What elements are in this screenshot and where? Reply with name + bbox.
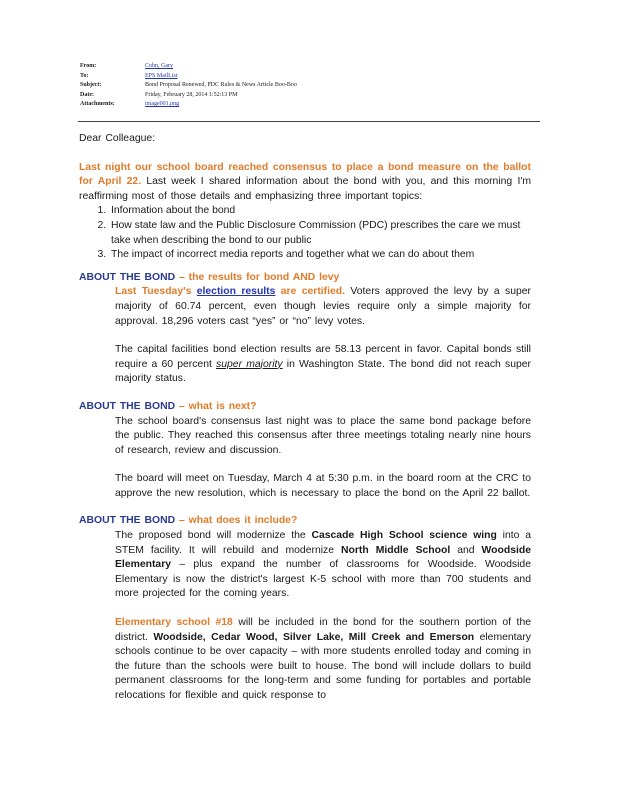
attachments-row bbox=[80, 100, 540, 110]
header-divider bbox=[78, 121, 540, 122]
to-value[interactable]: EPS MailList bbox=[145, 72, 178, 79]
inc-school-18: Elementary school #18 bbox=[115, 617, 233, 629]
from-label: From: bbox=[80, 63, 97, 69]
intro-paragraph bbox=[79, 161, 531, 205]
heading-topic: – what is next? bbox=[175, 400, 257, 412]
results-paragraph-1 bbox=[115, 285, 531, 329]
heading-about: ABOUT THE BOND bbox=[79, 400, 176, 412]
inc-c: into a STEM facility. It will rebuild and modernize bbox=[115, 530, 531, 556]
list-item: 1. Information about the bond bbox=[109, 204, 531, 219]
inc-e: – plus expand the number of classrooms for Woodside. Woodside Elementary is now the district's largest K-5 school with more than 700 students and more projected for the coming years. bbox=[115, 559, 531, 600]
subject-value: Bond Proposal Renewed, PDC Rules & News Article Boo-Boo bbox=[145, 82, 297, 89]
include-paragraph-2 bbox=[115, 616, 531, 704]
date-label: Date: bbox=[80, 91, 94, 98]
inc-a: The proposed bond will modernize the bbox=[115, 530, 312, 542]
inc-north: North Middle School bbox=[341, 544, 451, 556]
attachment-link[interactable]: image001.png bbox=[145, 101, 180, 108]
section-heading-next bbox=[79, 400, 531, 415]
list-item: 2. How state law and the Public Disclosure Commission (PDC) prescribes the care we must take when describing the bond to our public bbox=[109, 219, 531, 248]
next-paragraph-1: The school board's consensus last night was to place the same bond package before the public. They reached this consensus after three meetings totaling nearly nine hours of research, review and discussion. bbox=[115, 415, 531, 456]
inc-p2-a: will be included in the bond for the southern portion of the district. bbox=[115, 617, 531, 643]
next-paragraph-2: The board will meet on Tuesday, March 4 at 5:30 p.m. in the board room at the CRC to approve the new resolution, which is necessary to place the bond on the April 22 ballot. bbox=[115, 473, 531, 499]
intro-lead: Last night our school board reached consensus to place a bond measure on the ballot for April 22. bbox=[79, 161, 531, 188]
from-value[interactable]: Cohn, Gary bbox=[145, 63, 173, 69]
heading-about: ABOUT THE BOND bbox=[79, 515, 176, 527]
inc-d: and bbox=[450, 544, 482, 556]
attachments-label: Attachments: bbox=[80, 101, 115, 108]
inc-woodside: Woodside Elementary bbox=[115, 544, 531, 571]
heading-topic: – what does it include? bbox=[175, 515, 298, 527]
results-lead-end: are certified. bbox=[275, 286, 346, 298]
super-majority-term: super majority bbox=[216, 358, 283, 370]
heading-topic: – the results for bond AND levy bbox=[175, 271, 340, 283]
subject-label: Subject: bbox=[80, 82, 102, 89]
spacer bbox=[79, 147, 531, 161]
section-heading-results bbox=[79, 271, 531, 286]
date-row bbox=[80, 91, 540, 101]
intro-rest: Last week I shared information about the bond with you, and this morning I'm reaffirming most of those details and emphasizing three important topics: bbox=[79, 176, 531, 202]
spacer bbox=[79, 458, 531, 472]
from-row bbox=[80, 62, 540, 72]
to-row bbox=[80, 72, 540, 82]
section-heading-include bbox=[79, 514, 531, 529]
bond-text-b: in Washington State. The bond did not reach super majority status. bbox=[115, 358, 532, 385]
results-paragraph-2 bbox=[115, 343, 531, 387]
greeting: Dear Colleague: bbox=[79, 133, 156, 144]
email-body bbox=[79, 132, 531, 704]
heading-about: ABOUT THE BOND bbox=[79, 271, 176, 283]
results-text: Voters approved the levy by a super majority of 60.74 percent, even though levies require only a simple majority for approval. 18,296 voters cast “yes” or “no” levy votes. bbox=[115, 286, 531, 327]
results-lead: Last Tuesday's bbox=[115, 286, 197, 298]
topics-list bbox=[79, 204, 531, 262]
bond-text-a: The capital facilities bond election results are 58.13 percent in favor. Capital bonds still require a 60 percent bbox=[115, 344, 531, 370]
inc-cascade: Cascade High School science wing bbox=[311, 530, 497, 542]
email-header bbox=[80, 62, 540, 110]
inc-p2-c: elementary schools continue to be over capacity – with more students enrolled today and coming in the future than the schools were built to house. The bond will include dollars to build permanent classrooms for the long-term and some funding for portables and portable relocations for flexible and quick response to bbox=[115, 631, 532, 701]
list-item: 3. The impact of incorrect media reports and together what we can do about them bbox=[109, 248, 531, 263]
subject-row bbox=[80, 81, 540, 91]
include-paragraph-1 bbox=[115, 529, 531, 602]
spacer bbox=[79, 329, 531, 343]
date-value: Friday, February 28, 2014 1:52:13 PM bbox=[145, 91, 238, 98]
spacer bbox=[79, 602, 531, 616]
to-label: To: bbox=[80, 72, 89, 79]
inc-schools-list: Woodside, Cedar Wood, Silver Lake, Mill Creek and Emerson bbox=[153, 631, 475, 643]
election-results-link[interactable]: election results bbox=[196, 286, 276, 298]
